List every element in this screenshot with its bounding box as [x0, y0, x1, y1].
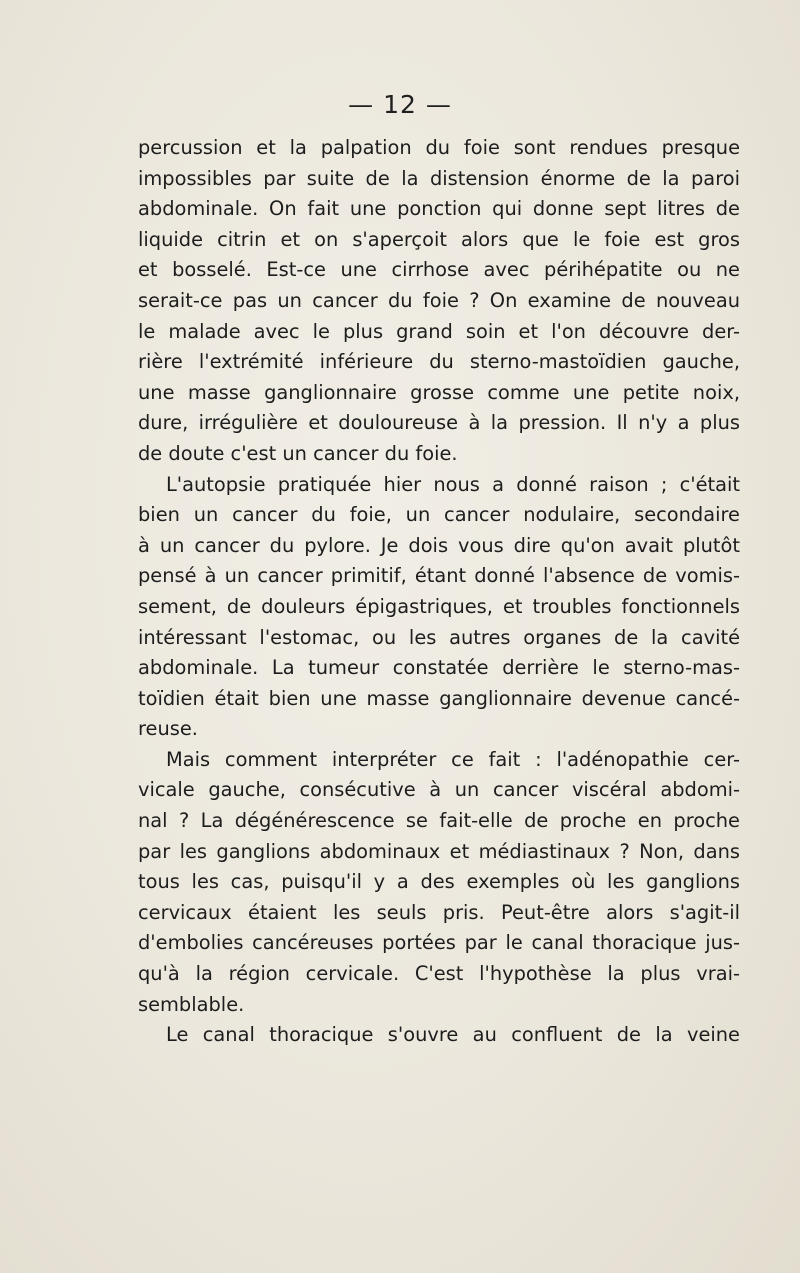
text-line: L'autopsie pratiquée hier nous a donné raison ; c'était — [166, 472, 740, 496]
text-line: rière l'extrémité inférieure du sterno-mastoïdien gauche, — [138, 350, 740, 374]
text-line: par les ganglions abdominaux et médiastinaux ? Non, dans — [138, 839, 740, 863]
text-line: semblable. — [138, 992, 245, 1016]
text-line: Le canal thoracique s'ouvre au confluent de la veine — [166, 1023, 740, 1047]
text-line: percussion et la palpation du foie sont rendues presque — [138, 136, 740, 159]
text-line: intéressant l'estomac, ou les autres organes de la cavité — [138, 625, 740, 649]
text-line: de doute c'est un cancer du foie. — [138, 441, 458, 465]
text-line: reuse. — [138, 717, 198, 741]
text-line: nal ? La dégénérescence se fait-elle de proche en proche — [138, 809, 740, 833]
text-line: vicale gauche, consécutive à un cancer viscéral abdomi- — [138, 778, 740, 802]
text-line: une masse ganglionnaire grosse comme une petite noix, — [138, 380, 740, 404]
text-line: dure, irrégulière et douloureuse à la pression. Il n'y a plus — [138, 411, 740, 435]
text-line: d'embolies cancéreuses portées par le canal thoracique jus- — [138, 931, 740, 955]
text-line: liquide citrin et on s'aperçoit alors que le foie est gros — [138, 227, 740, 251]
text-line: sement, de douleurs épigastriques, et troubles fonctionnels — [138, 594, 740, 618]
text-line: abdominale. On fait une ponction qui donne sept litres de — [138, 197, 740, 221]
text-line: bien un cancer du foie, un cancer nodulaire, secondaire — [138, 503, 740, 527]
text-line: Mais comment interpréter ce fait : l'adénopathie cer- — [166, 747, 740, 771]
text-line: et bosselé. Est-ce une cirrhose avec périhépatite ou ne — [138, 258, 740, 282]
text-line: cervicaux étaient les seuls pris. Peut-être alors s'agit-il — [138, 900, 740, 924]
text-line: pensé à un cancer primitif, étant donné l'absence de vomis- — [138, 564, 740, 588]
text-line: qu'à la région cervicale. C'est l'hypothèse la plus vrai- — [138, 962, 740, 986]
text-line: à un cancer du pylore. Je dois vous dire qu'on avait plutôt — [138, 533, 740, 557]
body-text — [138, 133, 740, 1051]
text-line: abdominale. La tumeur constatée derrière le sterno-mas- — [138, 656, 740, 680]
text-line: tous les cas, puisqu'il y a des exemples où les ganglions — [138, 870, 740, 894]
page-number: — 12 — — [348, 90, 452, 119]
text-line: toïdien était bien une masse ganglionnaire devenue cancé- — [138, 686, 740, 710]
text-line: impossibles par suite de la distension énorme de la paroi — [138, 166, 740, 190]
text-line: serait-ce pas un cancer du foie ? On examine de nouveau — [138, 288, 740, 312]
text-line: le malade avec le plus grand soin et l'on découvre der- — [138, 319, 740, 343]
